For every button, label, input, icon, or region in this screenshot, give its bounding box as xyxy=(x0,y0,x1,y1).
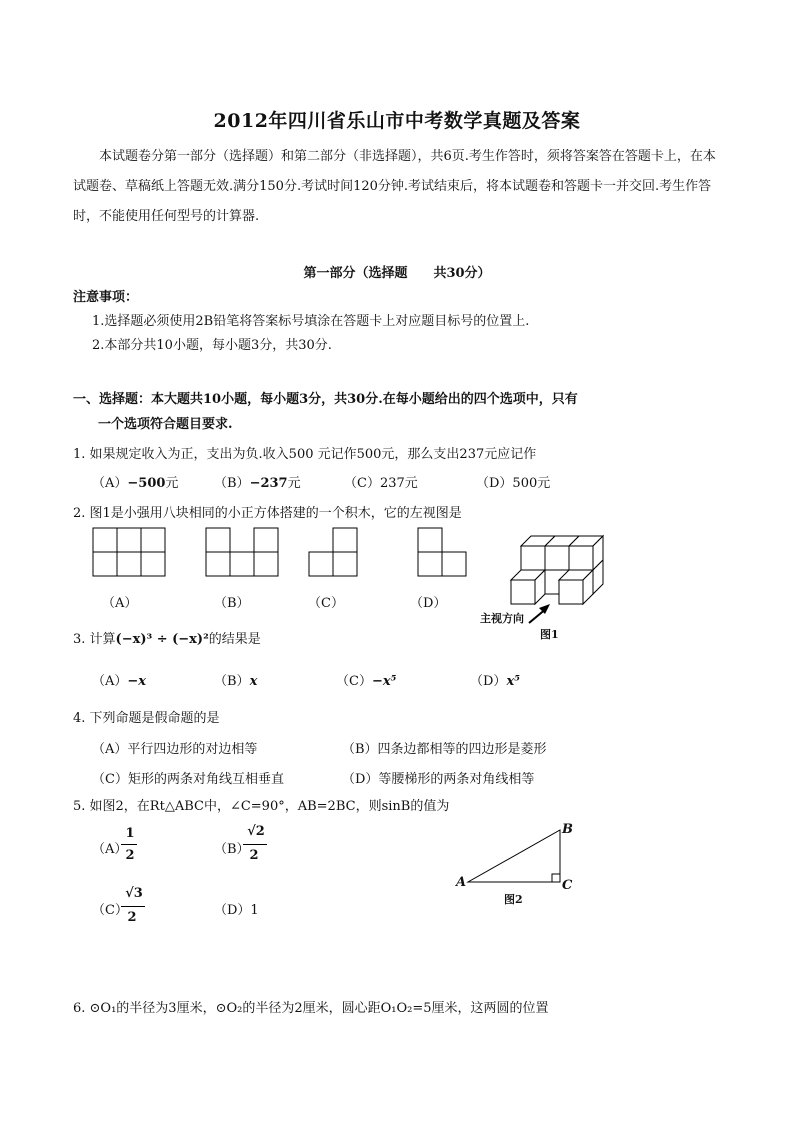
q4-option-a: （A）平行四边形的对边相等 xyxy=(92,742,258,757)
section1-heading: 一、选择题：本大题共10小题，每小题3分，共30分.在每小题给出的四个选项中，只有 xyxy=(73,392,578,407)
q5-figure-label: 图2 xyxy=(504,893,523,906)
q5-point-a: A xyxy=(456,875,467,890)
q3-b-label: （B） xyxy=(214,674,250,689)
q2-stem: 2. 图1是小强用八块相同的小正方体搭建的一个积木，它的左视图是 xyxy=(73,506,462,521)
q5-b-label: （B） xyxy=(214,842,250,857)
q3-a-label: （A） xyxy=(92,674,128,689)
q4-option-c: （C）矩形的两条对角线互相垂直 xyxy=(92,772,284,787)
q2-option-c: （C） xyxy=(308,596,344,611)
q2-view-c xyxy=(309,528,357,576)
q1-a-unit: 元 xyxy=(165,476,179,491)
q2-view-options xyxy=(90,525,480,585)
q1-stem: 1. 如果规定收入为正，支出为负.收入500 元记作500元，那么支出237元应记作 xyxy=(73,447,537,462)
q5-a-fraction-bar xyxy=(121,844,137,845)
q5-stem: 5. 如图2，在Rt△ABC中，∠C=90°，AB=2BC，则sinB的值为 xyxy=(73,799,450,814)
q5-c-fraction-bar xyxy=(121,906,145,907)
q4-option-d: （D）等腰梯形的两条对角线相等 xyxy=(342,772,535,787)
q5-b-fraction-bar xyxy=(243,844,267,845)
note-2: 2.本部分共10小题，每小题3分，共30分. xyxy=(92,338,332,353)
q6-stem: 6. ⊙O₁的半径为3厘米，⊙O₂的半径为2厘米，圆心距O₁O₂=5厘米，这两圆的位置 xyxy=(73,1001,549,1016)
q2-figure-label: 图1 xyxy=(540,628,559,641)
q5-c-numerator: √3 xyxy=(125,886,143,901)
q5-c-denominator: 2 xyxy=(127,910,137,925)
q3-suffix: 的结果是 xyxy=(208,632,261,647)
q2-option-b: （B） xyxy=(214,596,250,611)
q4-stem: 4. 下列命题是假命题的是 xyxy=(73,711,220,726)
q4-option-b: （B）四条边都相等的四边形是菱形 xyxy=(342,742,547,757)
part1-heading: 第一部分（选择题 共30分） xyxy=(303,266,491,281)
q1-a-label: （A） xyxy=(92,476,128,491)
q3-d-label: （D） xyxy=(470,674,507,689)
q5-point-c: C xyxy=(562,878,573,893)
q2-direction-label: 主视方向 xyxy=(480,612,524,625)
q3-c-label: （C） xyxy=(336,674,372,689)
q3-option-b xyxy=(214,670,257,689)
q1-b-label: （B） xyxy=(214,476,250,491)
intro-paragraph xyxy=(73,142,723,232)
q2-option-d: （D） xyxy=(410,596,447,611)
q5-a-label: （A） xyxy=(92,842,128,857)
note-1: 1.选择题必须使用2B铅笔将答案标号填涂在答题卡上对应题目标号的位置上. xyxy=(92,314,530,329)
intro-text: 本试题卷分第一部分（选择题）和第二部分（非选择题），共6页.考生作答时，须将答案答在答题卡上，在本试题卷、草稿纸上答题无效.满分150分.考试时间120分钟.考试结束后，将本试题卷和答题卡一并交回.考生作答时，不能使用任何型号的计算器. xyxy=(73,149,716,224)
q3-expression: (−x)³ ÷ (−x)² xyxy=(115,632,209,647)
q3-c-value: −x⁵ xyxy=(371,674,397,689)
q1-option-d: （D）500元 xyxy=(476,476,551,491)
q5-point-b: B xyxy=(562,822,573,837)
q2-view-d xyxy=(418,528,466,576)
notes-title: 注意事项： xyxy=(73,290,139,305)
page-title: 2012年四川省乐山市中考数学真题及答案 xyxy=(213,110,581,132)
q3-option-d xyxy=(470,670,520,689)
q3-option-c xyxy=(336,670,396,689)
q5-b-numerator: √2 xyxy=(247,824,265,839)
q3-stem xyxy=(73,628,261,647)
q5-a-denominator: 2 xyxy=(125,848,135,863)
q5-a-numerator: 1 xyxy=(125,826,135,841)
q1-a-value: −500 xyxy=(127,476,166,491)
q2-option-a: （A） xyxy=(102,596,138,611)
q3-option-a xyxy=(92,670,146,689)
q1-b-unit: 元 xyxy=(287,476,301,491)
q1-b-value: −237 xyxy=(249,476,288,491)
q2-view-a xyxy=(93,528,165,576)
q2-view-b xyxy=(206,528,278,576)
q3-a-value: −x xyxy=(127,674,147,689)
q3-prefix: 3. 计算 xyxy=(73,632,116,647)
q1-option-c: （C）237元 xyxy=(344,476,418,491)
q1-option-b xyxy=(214,472,301,491)
q5-option-d: （D）1 xyxy=(214,903,259,918)
q1-option-a xyxy=(92,472,178,491)
q5-b-denominator: 2 xyxy=(249,848,259,863)
section1-heading-cont: 一个选项符合题目要求. xyxy=(98,417,233,432)
q3-d-value: x⁵ xyxy=(506,674,520,689)
q5-c-label: （C） xyxy=(92,903,128,918)
q3-b-value: x xyxy=(249,674,258,689)
